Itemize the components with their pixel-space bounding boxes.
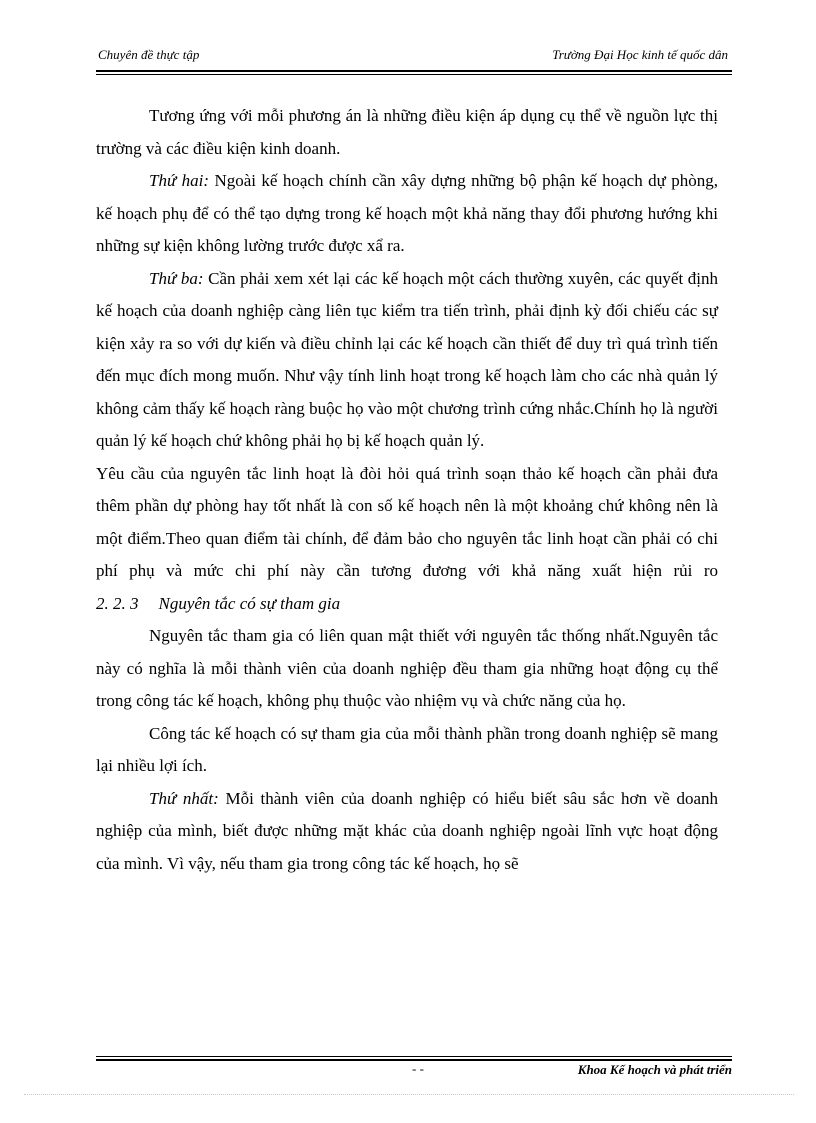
section-number: 2. 2. 3 [96, 593, 139, 613]
header-right-text: Trường Đại Học kinh tế quốc dân [552, 47, 728, 62]
document-body [96, 100, 718, 880]
paragraph-7 [96, 783, 718, 881]
page-footer [96, 1061, 732, 1081]
section-title: Nguyên tắc có sự tham gia [158, 593, 341, 613]
paragraph-6: Công tác kế hoạch có sự tham gia của mỗi thành phần trong doanh nghiệp sẽ mang lại nhiều lợi ích. [96, 723, 718, 775]
paragraph-7-lead: Thứ nhất: [149, 788, 219, 808]
paragraph-3-text: Cần phải xem xét lại các kế hoạch một cách thường xuyên, các quyết định kế hoạch của doanh nghiệp càng liên tục kiểm tra tiến trình, phải định kỳ đối chiếu các sự kiện xảy ra so với dự kiến và điều chỉnh lại các kế hoạch cần thiết để duy trì quá trình tiến đến mục đích mong muốn. Như vậy tính linh hoạt trong kế hoạch làm cho các nhà quản lý không cảm thấy kế hoạch ràng buộc họ vào một chương trình cứng nhắc.Chính họ là người quản lý kế hoạch chứ không phải họ bị kế hoạch quản lý. [96, 268, 718, 450]
paragraph-3 [96, 263, 718, 458]
footer-department: Khoa Kế hoạch và phát triển [577, 1062, 732, 1077]
paragraph-3-lead: Thứ ba: [149, 268, 204, 288]
paragraph-2-text: Ngoài kế hoạch chính cần xây dựng những bộ phận kế hoạch dự phòng, kế hoạch phụ để có thể tạo dựng trong kế hoạch một khả năng thay đổi phương hướng khi những sự kiện không lường trước được xẩ ra. [96, 171, 718, 255]
paragraph-1: Tương ứng với mỗi phương án là những điều kiện áp dụng cụ thể về nguồn lực thị trường và các điều kiện kinh doanh. [96, 106, 718, 158]
paragraph-4: Yêu cầu của nguyên tắc linh hoạt là đòi hỏi quá trình soạn thảo kế hoạch cần phải đưa thêm phần dự phòng hay tốt nhất là con số kế hoạch nên là một khoảng chứ không nên là một điểm.Theo quan điểm tài chính, để đảm bảo cho nguyên tắc linh hoạt cần phải có chi phí phụ và mức chi phí này cần tương đương với khả năng xuất hiện rủi ro [96, 463, 718, 580]
page-edge-dotted-line [24, 1094, 794, 1095]
paragraph-5: Nguyên tắc tham gia có liên quan mật thiết với nguyên tắc thống nhất.Nguyên tắc này có nghĩa là mỗi thành viên của doanh nghiệp đều tham gia những hoạt động cụ thể trong công tác kế hoạch, không phụ thuộc vào nhiệm vụ và chức năng của họ. [96, 626, 718, 710]
page-header [96, 47, 730, 67]
paragraph-2-lead: Thứ hai: [149, 171, 210, 190]
header-left-text: Chuyên đề thực tập [98, 47, 200, 62]
paragraph-2 [96, 165, 718, 263]
section-heading [96, 588, 718, 621]
page-number: - - [412, 1061, 424, 1076]
header-divider [96, 70, 732, 75]
paragraph-7-text: Mỗi thành viên của doanh nghiệp có hiểu biết sâu sắc hơn về doanh nghiệp của mình, biết được những mặt khác của doanh nghiệp ngoài lĩnh vực hoạt động của mình. Vì vậy, nếu tham gia trong công tác kế hoạch, họ sẽ [96, 788, 718, 873]
